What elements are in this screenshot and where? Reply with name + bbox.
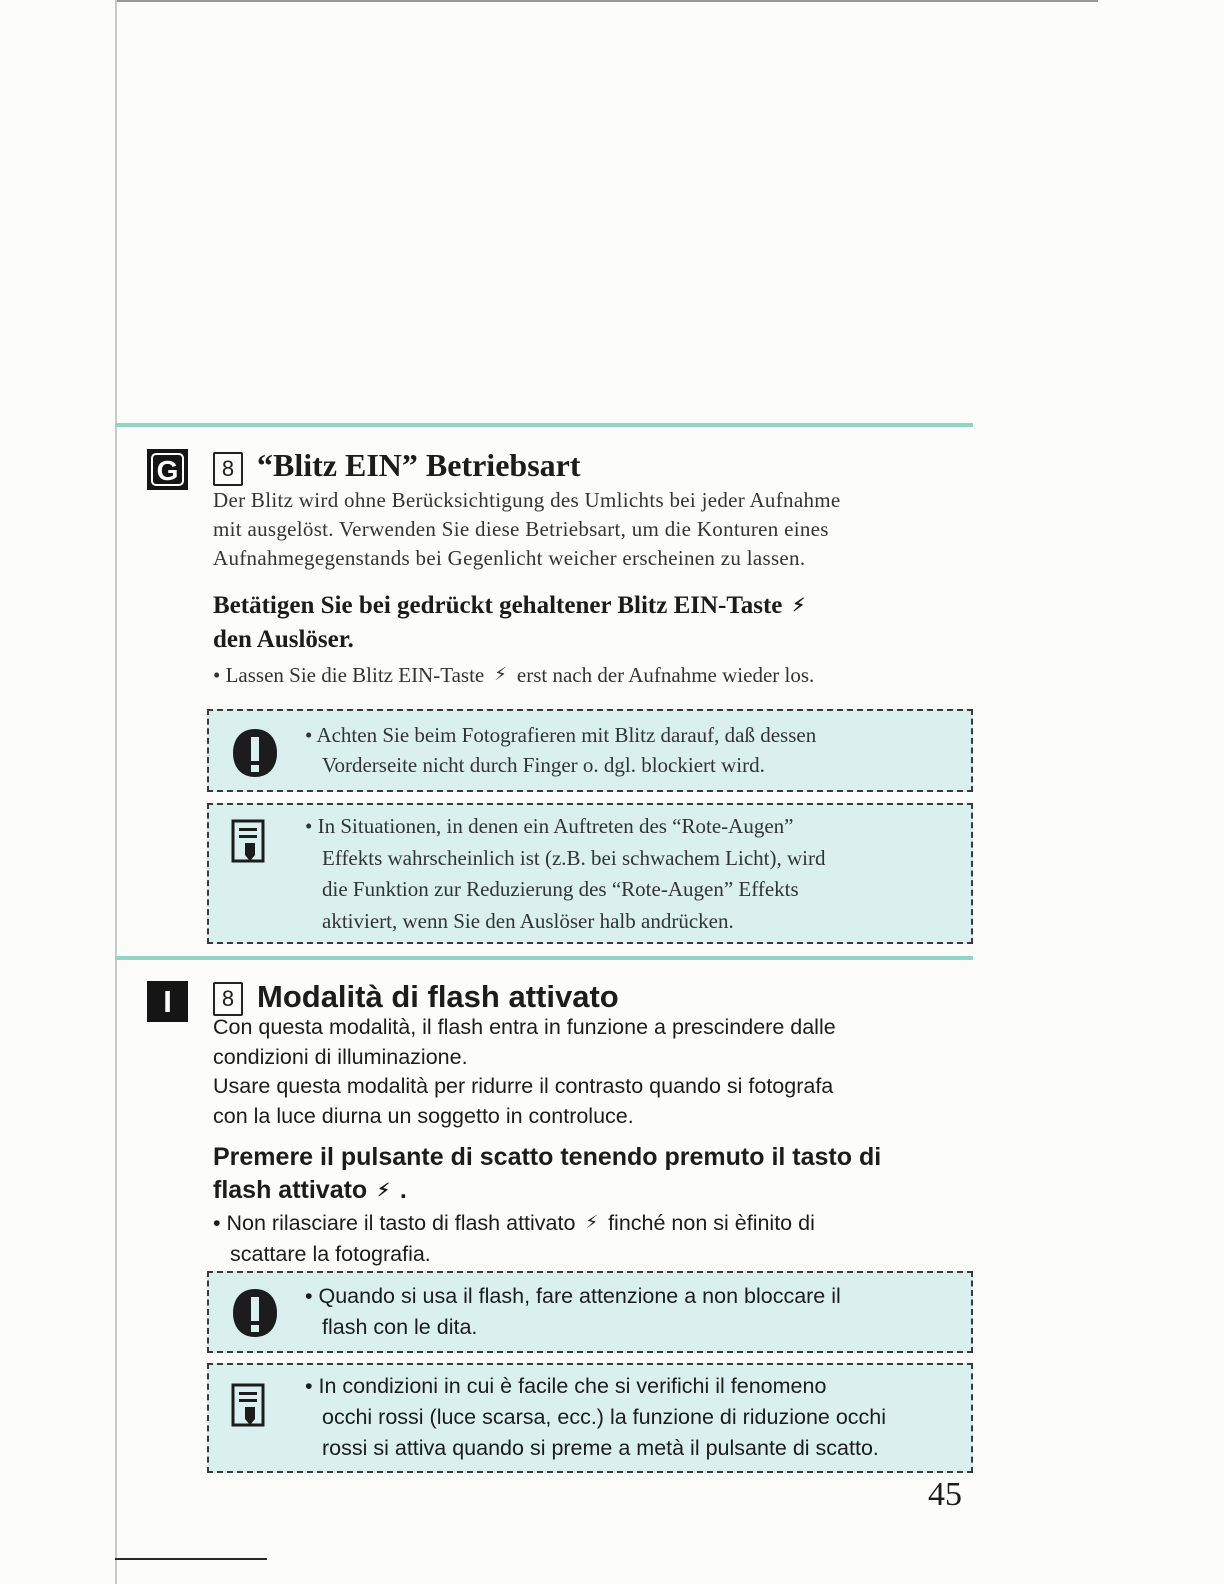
bullet-note-german: • Lassen Sie die Blitz EIN-Taste ⚡︎ erst nach der Aufnahme wieder los.: [213, 660, 973, 690]
page-left-edge: [115, 0, 117, 1584]
body-text-german: Der Blitz wird ohne Berücksichtigung des Umlichts bei jeder Aufnahme mit ausgelöst. Verwenden Sie diese Betriebsart, um die Konturen eines Aufnahmegegenstands bei Gegenlicht weicher erscheinen zu lassen.: [213, 488, 841, 570]
flash-bolt-icon: ⚡︎: [377, 1180, 390, 1200]
flash-bolt-icon: ⚡︎: [585, 1212, 599, 1232]
caution-box-italian: • Quando si usa il flash, fare attenzione a non bloccare il flash con le dita.: [207, 1271, 973, 1353]
flash-key-icon: 8: [213, 982, 243, 1016]
memo-icon: [231, 1383, 265, 1429]
page-bottom-edge: [115, 1558, 267, 1560]
section-title-italian: 8 Modalità di flash attivato: [213, 979, 619, 1016]
language-badge-german: G: [147, 449, 188, 490]
body-text-italian: Con questa modalità, il flash entra in funzione a prescindere dalle condizioni di illuminazione. Usare questa modalità per ridurre il contrasto quando si fotografa con la luce diurna un soggetto in controluce.: [213, 1015, 836, 1128]
flash-key-icon: 8: [213, 452, 243, 486]
caution-icon: [231, 727, 279, 779]
section-divider-german: [115, 423, 973, 427]
instruction-step-german: Betätigen Sie bei gedrückt gehaltener Blitz EIN-Taste ⚡︎ den Auslöser.: [213, 588, 973, 657]
flash-bolt-icon: ⚡︎: [792, 595, 806, 615]
section-divider-italian: [115, 956, 973, 960]
memo-box-italian: • In condizioni in cui è facile che si verifichi il fenomeno occhi rossi (luce scarsa, ecc.) la funzione di riduzione occhi rossi si attiva quando si preme a metà il pulsante di scatto.: [207, 1363, 973, 1473]
page-number: 45: [928, 1476, 962, 1513]
language-badge-italian: I: [147, 981, 188, 1022]
caution-box-german: • Achten Sie beim Fotografieren mit Blitz darauf, daß dessen Vorderseite nicht durch Finger o. dgl. blockiert wird.: [207, 709, 973, 792]
flash-bolt-icon: ⚡︎: [494, 664, 507, 684]
bullet-note-italian: • Non rilasciare il tasto di flash attivato ⚡︎ finché non si èfinito di scattare la fotografia.: [213, 1207, 973, 1270]
memo-box-german: • In Situationen, in denen ein Auftreten des “Rote-Augen” Effekts wahrscheinlich ist (z.B. bei schwachem Licht), wird die Funktion zur Reduzierung des “Rote-Augen” Effekts aktiviert, wenn Sie den Auslöser halb andrücken.: [207, 803, 973, 944]
page-top-edge: [115, 0, 1098, 2]
instruction-step-italian: Premere il pulsante di scatto tenendo premuto il tasto di flash attivato ⚡︎ .: [213, 1141, 973, 1207]
caution-icon: [231, 1287, 279, 1339]
memo-icon: [231, 819, 265, 865]
section-title-german: 8 “Blitz EIN” Betriebsart: [213, 447, 581, 486]
